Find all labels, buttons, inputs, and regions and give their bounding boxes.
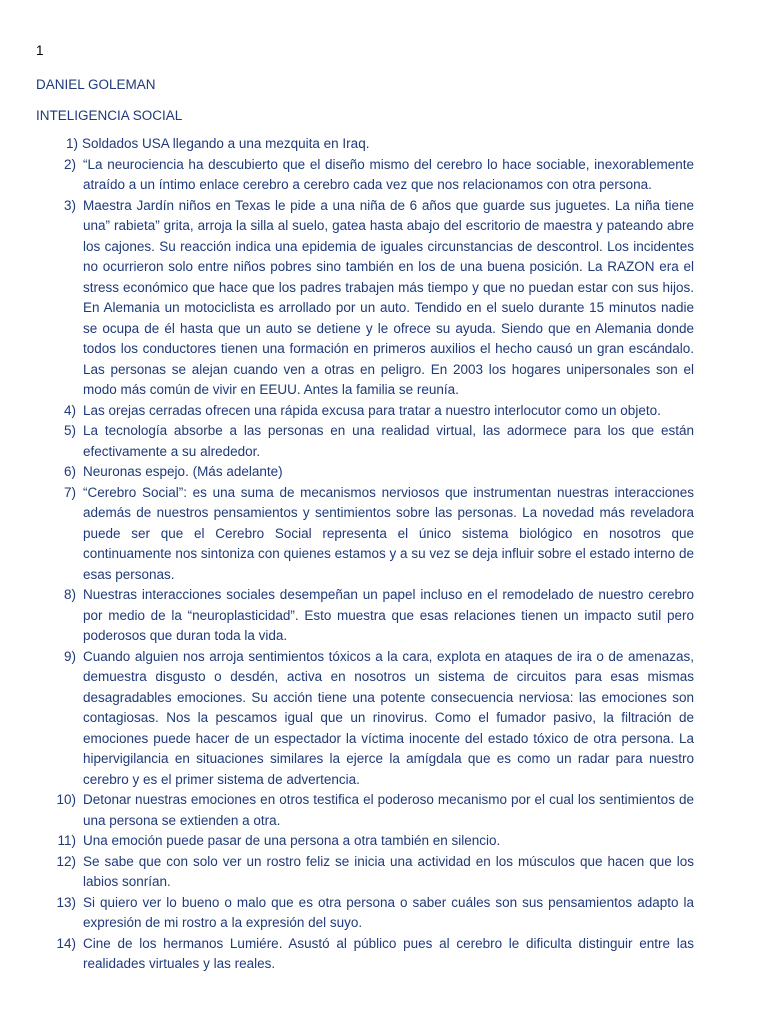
list-item-number: 2)	[63, 156, 76, 172]
numbered-list	[36, 134, 694, 975]
list-item	[36, 934, 694, 975]
list-item-number: 9)	[63, 648, 76, 664]
list-item-number: 11)	[57, 833, 76, 848]
list-item-number: 8)	[63, 587, 76, 602]
list-item-text: Neuronas espejo. (Más adelante)	[83, 464, 283, 479]
page-number: 1	[36, 43, 44, 58]
list-item-text: “La neurociencia ha descubierto que el diseño mismo del cerebro lo hace sociable, inexorablemente atraído a un íntimo enlace cerebro a cerebro cada vez que nos relacionamos con otra persona.	[83, 156, 694, 192]
list-item	[36, 196, 694, 401]
list-item-text: Cine de los hermanos Lumiére. Asustó al público pues al cerebro le dificulta distinguir entre las realidades virtuales y las reales.	[83, 935, 694, 971]
list-item	[36, 421, 694, 462]
list-item-number: 12)	[56, 853, 76, 869]
list-item	[36, 585, 694, 647]
list-item	[36, 483, 694, 586]
list-item	[36, 134, 694, 155]
list-item-text: Soldados USA llegando a una mezquita en Iraq.	[82, 136, 370, 151]
list-item-text: Cuando alguien nos arroja sentimientos tóxicos a la cara, explota en ataques de ira o de amenazas, demuestra disgusto o desdén, activa en nosotros un sistema de circuitos para esas mismas desagradables emociones. Su acción tiene una potente consecuencia nerviosa: las emociones son contagiosas. Nos la pescamos igual que un rinovirus. Como el fumador pasivo, la filtración de emociones puede hacer de un espectador la víctima inocente del estado tóxico de otra persona. La hipervigilancia en situaciones similares la ejerce la amígdala que es como un radar para nuestro cerebro y es el primer sistema de advertencia.	[83, 648, 694, 787]
list-item-text: “Cerebro Social”: es una suma de mecanismos nerviosos que instrumentan nuestras interacciones además de nuestros pensamientos y sentimientos sobre las personas. La novedad más reveladora puede ser que el Cerebro Social representa el único sistema biológico en nosotros que continuamente nos sintoniza con quienes estamos y a su vez se deja influir sobre el estado interno de esas personas.	[83, 484, 694, 582]
author-heading: DANIEL GOLEMAN	[36, 77, 156, 92]
list-item-text: Maestra Jardín niños en Texas le pide a una niña de 6 años que guarde sus juguetes. La niña tiene una” rabieta” grita, arroja la silla al suelo, gatea hasta abajo del escritorio de maestra y pateando abre los cajones. Su reacción indica una epidemia de iguales circunstancias de descontrol. Los incidentes no ocurrieron solo entre niños pobres sino también en los de una buena posición. La RAZON era el stress económico que hace que los padres trabajen más tiempo y que no puedan estar con sus hijos. En Alemania un motociclista es arrollado por un auto. Tendido en el suelo durante 15 minutos nadie se ocupa de él hasta que un auto se detiene y le ofrece su ayuda. Siendo que en Alemania donde todos los conductores tienen una formación en primeros auxilios el hecho causó un gran escándalo. Las personas se alejan cuando ven a otras en peligro. En 2003 los hogares unipersonales son el modo más común de vivir en EEUU. Antes la familia se reunía.	[83, 197, 694, 397]
list-item	[36, 155, 694, 196]
list-item-text: Si quiero ver lo bueno o malo que es otra persona o saber cuáles son sus pensamientos adapto la expresión de mi rostro a la expresión del suyo.	[83, 894, 694, 930]
list-item-number: 5)	[63, 423, 76, 438]
list-item-text: Detonar nuestras emociones en otros testifica el poderoso mecanismo por el cual los sentimientos de una persona se extienden a otra.	[83, 792, 694, 828]
list-item-number: 13)	[56, 894, 76, 910]
list-item	[36, 893, 694, 934]
list-item-number: 6)	[63, 464, 76, 479]
list-item-number: 10)	[56, 792, 76, 807]
document-title: INTELIGENCIA SOCIAL	[36, 108, 183, 123]
list-item-number: 3)	[63, 197, 76, 213]
list-item	[36, 647, 694, 791]
list-item	[36, 852, 694, 893]
list-item-text: Se sabe que con solo ver un rostro feliz se inicia una actividad en los músculos que hacen que los labios sonrían.	[83, 853, 694, 889]
list-item-number: 7)	[63, 484, 76, 500]
list-item-text: La tecnología absorbe a las personas en una realidad virtual, las adormece para los que están efectivamente a su alrededor.	[83, 423, 694, 459]
list-item-text: Una emoción puede pasar de una persona a otra también en silencio.	[83, 833, 501, 848]
list-item-text: Nuestras interacciones sociales desempeñan un papel incluso en el remodelado de nuestro cerebro por medio de la “neuroplasticidad”. Esto muestra que esas relaciones tienen un impacto sutil pero poderosos que duran toda la vida.	[83, 587, 694, 643]
list-item-number: 14)	[56, 935, 76, 951]
list-item	[36, 831, 694, 852]
list-item-number: 1)	[65, 136, 78, 151]
list-item	[36, 401, 694, 422]
list-item	[36, 462, 694, 483]
list-item-number: 4)	[63, 402, 76, 418]
list-item-text: Las orejas cerradas ofrecen una rápida excusa para tratar a nuestro interlocutor como un objeto.	[83, 402, 661, 418]
list-item	[36, 790, 694, 831]
